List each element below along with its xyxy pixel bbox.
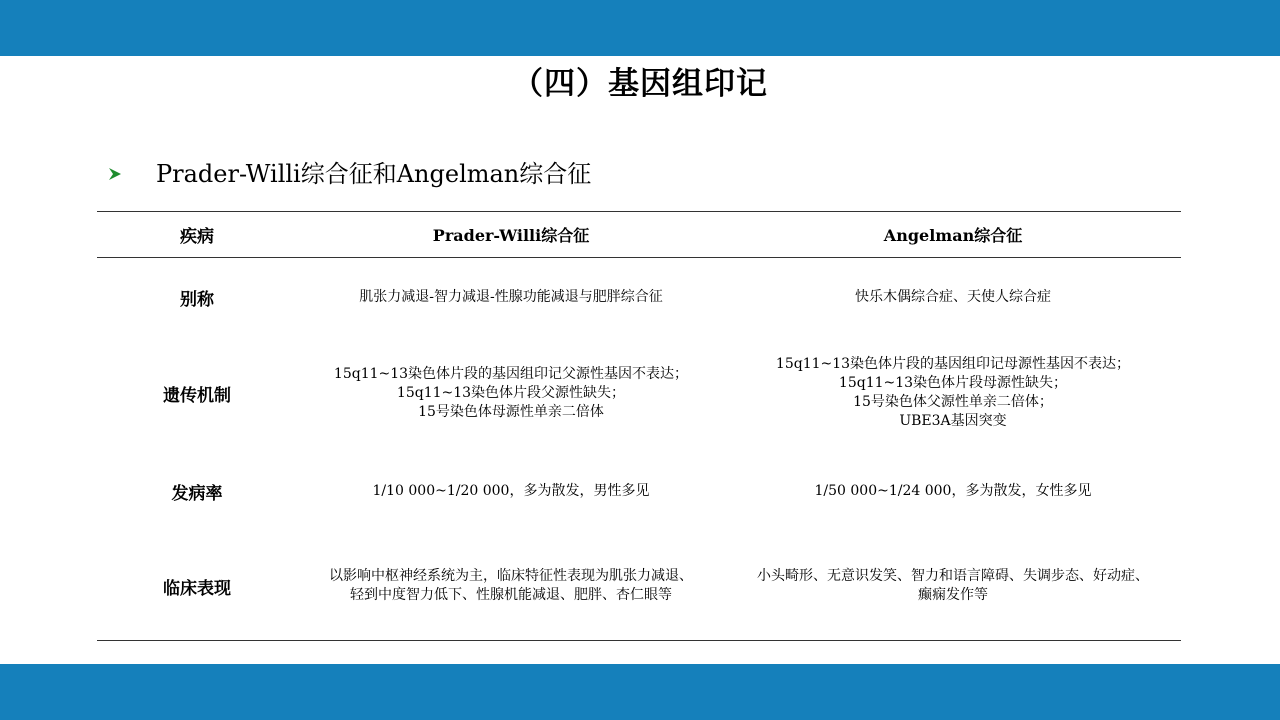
cell-angelman-clinical: 小头畸形、无意识发笑、智力和语言障碍、失调步态、好动症、 癫痫发作等 bbox=[757, 568, 1149, 603]
cell-angelman-mechanism: 15q11~13染色体片段的基因组印记母源性基因不表达； 15q11~13染色体片段母源性缺失； 15号染色体父源性单亲二倍体； UBE3A基因突变 bbox=[775, 356, 1131, 429]
row-label-alias: 别称 bbox=[180, 289, 214, 310]
header-angelman: Angelman综合征 bbox=[883, 226, 1023, 245]
row-label-clinical: 临床表现 bbox=[163, 578, 231, 599]
footer-band bbox=[0, 664, 1280, 720]
bullet-point bbox=[108, 156, 591, 192]
table-row bbox=[97, 268, 1181, 326]
header-band bbox=[0, 0, 1280, 56]
bullet-text: Prader-Willi综合征和Angelman综合征 bbox=[156, 160, 592, 188]
header-prader-willi: Prader-Willi综合征 bbox=[432, 226, 590, 245]
row-label-mechanism: 遗传机制 bbox=[163, 385, 231, 406]
table-row bbox=[97, 464, 1181, 518]
slide-title: （四）基因组印记 bbox=[512, 66, 768, 102]
cell-prader-willi-alias: 肌张力减退-智力减退-性腺功能减退与肥胖综合征 bbox=[359, 288, 663, 305]
row-label-incidence: 发病率 bbox=[171, 483, 223, 504]
arrow-bullet-icon bbox=[108, 167, 122, 181]
table-row bbox=[97, 346, 1181, 440]
table-row bbox=[97, 548, 1181, 624]
table-header-row bbox=[97, 212, 1181, 257]
cell-prader-willi-clinical: 以影响中枢神经系统为主，临床特征性表现为肌张力减退、 轻到中度智力低下、性腺机能减退、肥胖、杏仁眼等 bbox=[329, 568, 693, 603]
table-bottom-rule bbox=[97, 640, 1181, 641]
cell-prader-willi-mechanism: 15q11~13染色体片段的基因组印记父源性基因不表达； 15q11~13染色体片段父源性缺失； 15号染色体母源性单亲二倍体 bbox=[333, 365, 689, 420]
cell-prader-willi-incidence: 1/10 000~1/20 000，多为散发，男性多见 bbox=[372, 482, 650, 499]
cell-angelman-alias: 快乐木偶综合症、天使人综合症 bbox=[855, 288, 1051, 305]
cell-angelman-incidence: 1/50 000~1/24 000，多为散发，女性多见 bbox=[814, 482, 1092, 499]
header-disease: 疾病 bbox=[180, 227, 214, 247]
table-header-rule bbox=[97, 257, 1181, 258]
